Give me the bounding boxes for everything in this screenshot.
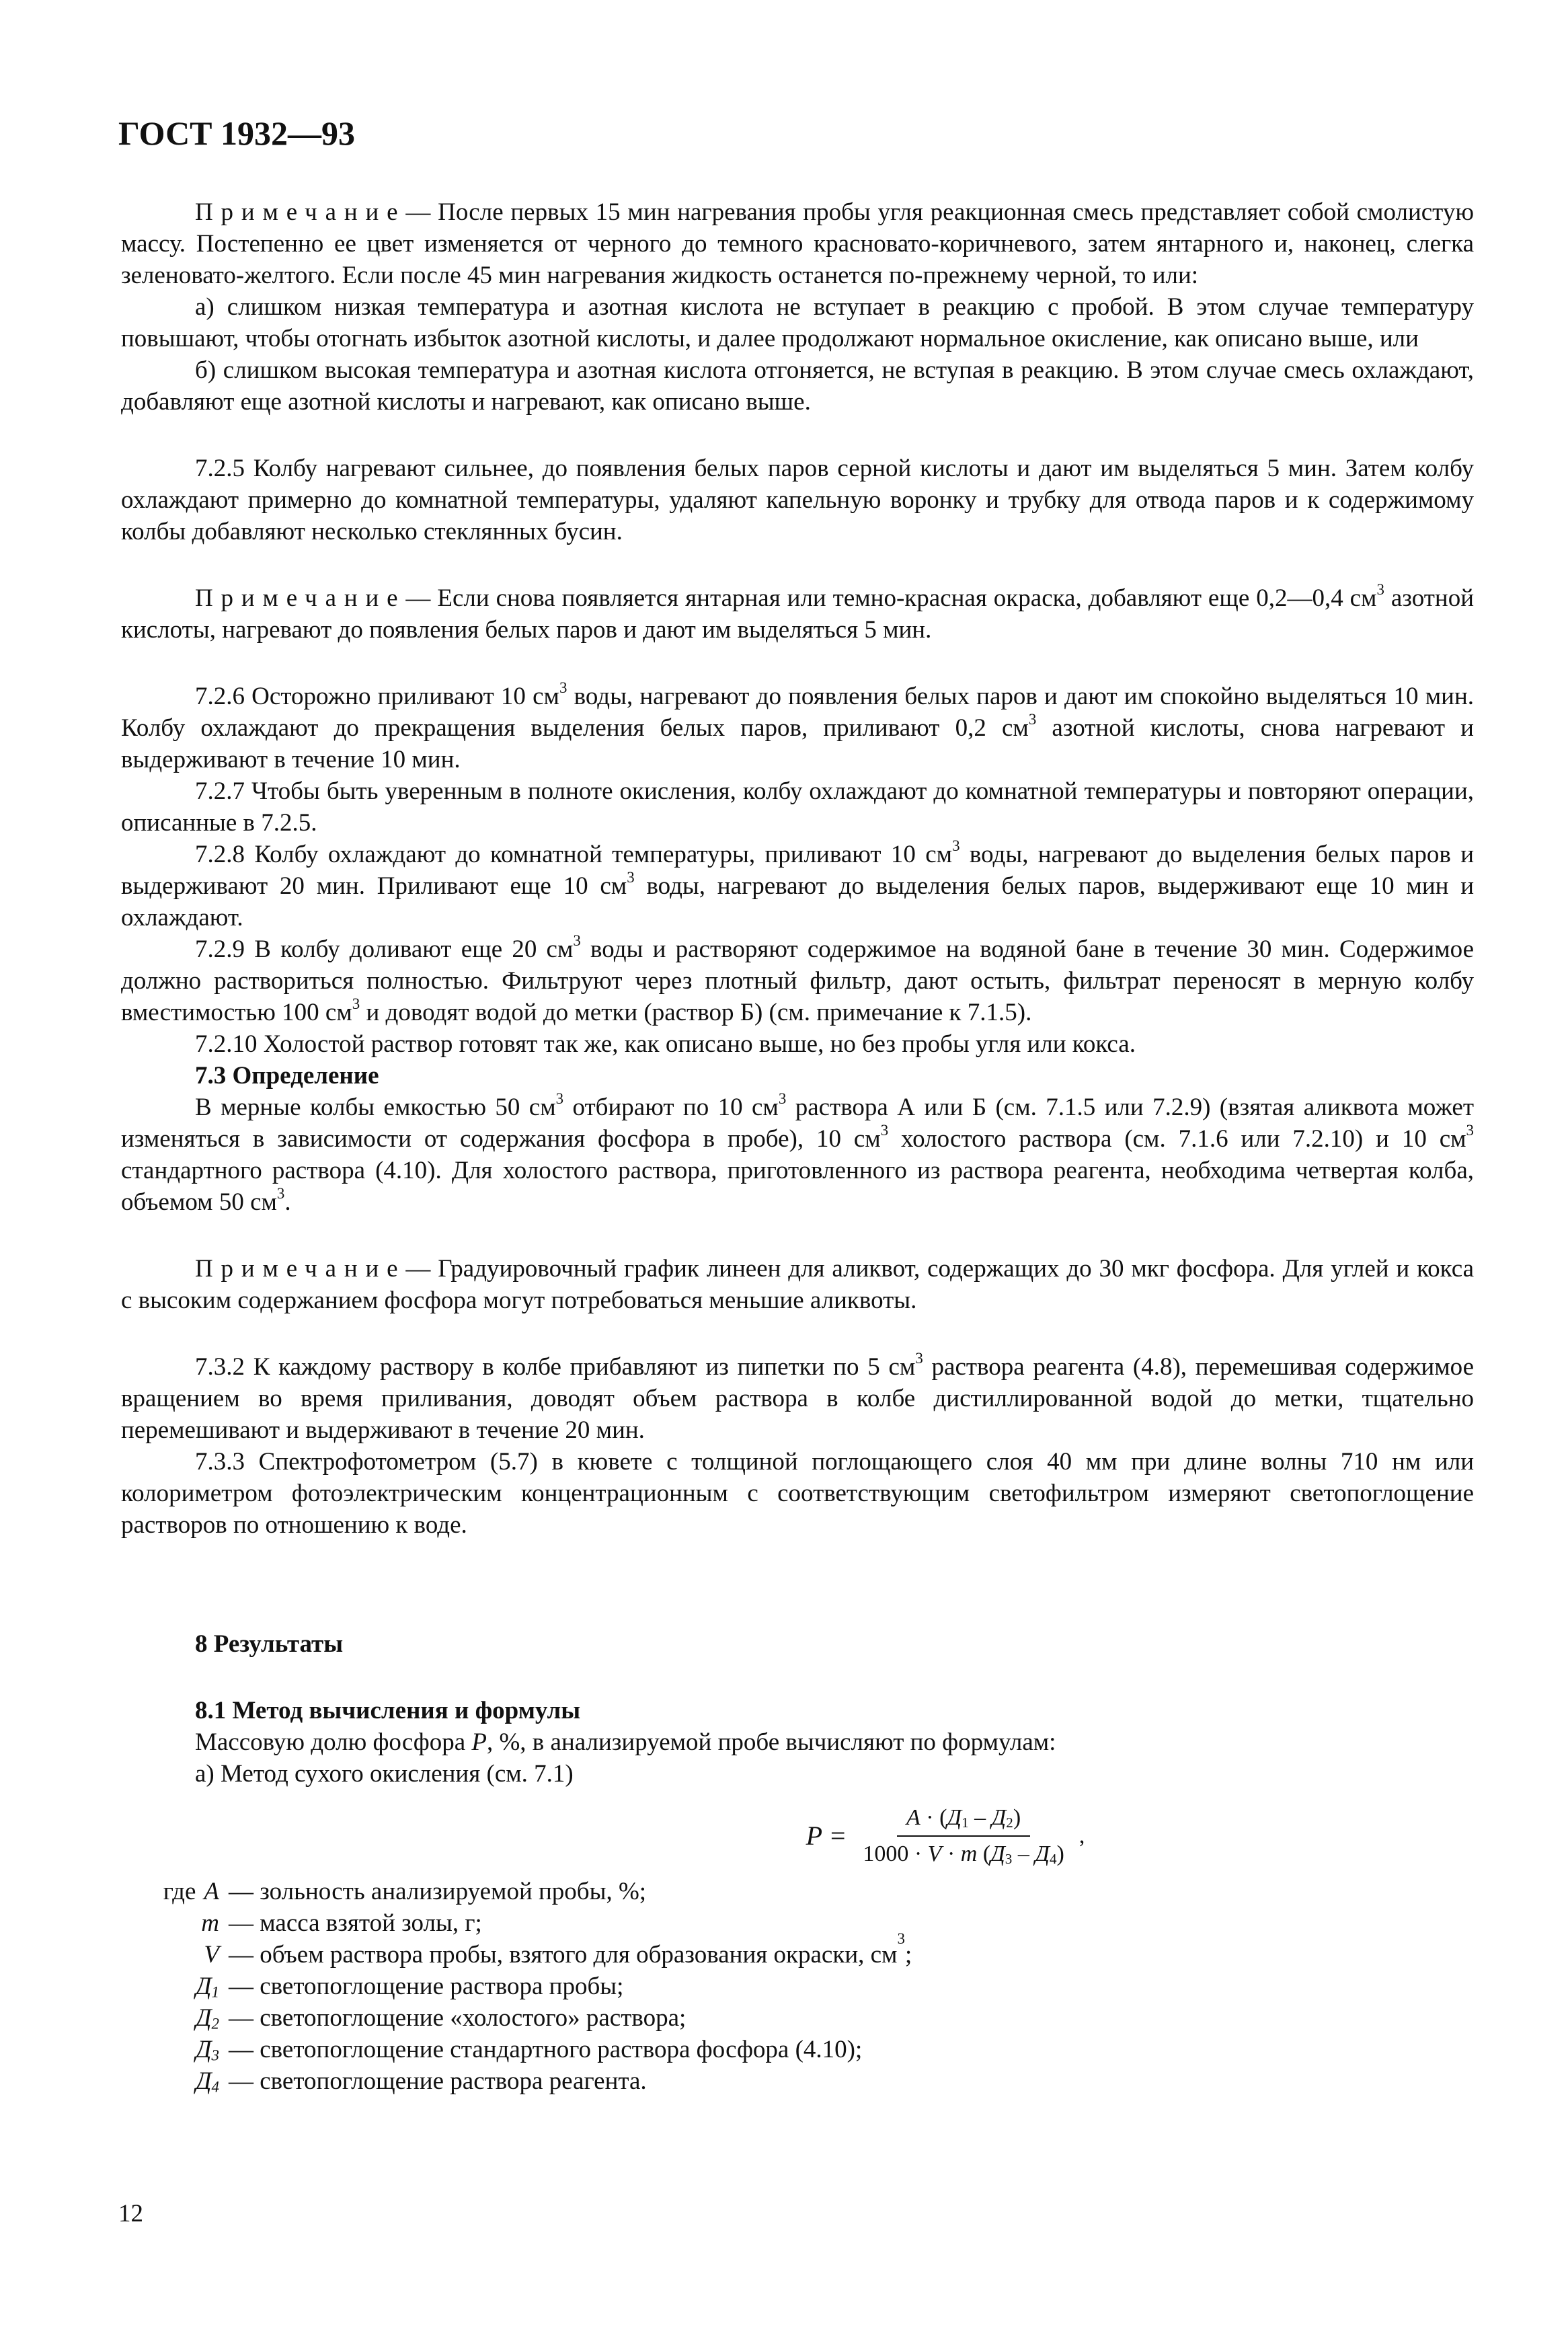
clause-7-2-6: 7.2.6 Осторожно приливают 10 $см^3$ воды, нагревают до появления белых паров и дают им спокойно выделяться 10 мин. Колбу охлаждают до прекращения выделения белых паров, приливают 0,2 $см^3$ азотной кислоты, снова нагревают и выдерживают в течение 10 мин. — [121, 679, 1474, 773]
note-3: Примечание— Градуировочный график линеен для аликвот, содержащих до 30 мкг фосфора. Для углей и кокса с высоким содержанием фосфора могут потребоваться меньшие аликвоты. — [121, 1255, 1474, 1314]
definition-row — [121, 2065, 1474, 2097]
definition-text: светопоглощение «холостого» раствора; — [260, 2004, 687, 2032]
formula-denominator: 1000 · V · m $(Д_3 - Д_4)$ — [863, 1841, 1064, 1868]
definition-text: зольность анализируемой пробы, %; — [260, 1878, 647, 1905]
definition-symbol: m — [201, 1909, 219, 1937]
definition-dash: — — [229, 1878, 253, 1905]
definition-row — [121, 2034, 1474, 2065]
definition-dash: — — [229, 2004, 253, 2032]
definition-dash: — — [229, 2067, 253, 2095]
definition-symbol: $Д_1$ — [195, 1973, 219, 2001]
clause-7-2-9: 7.2.9 В колбу доливают еще 20 $см^3$ воды и растворяют содержимое на водяной бане в течение 30 мин. Содержимое должно раствориться полностью. Фильтруют через плотный фильтр, дают остыть, фильтрат переносят в мерную колбу вместимостью 100 $см^3$ и доводят водой до метки (раствор Б) (см. примечание к 7.1.5). — [121, 931, 1475, 1026]
definition-symbol: $Д_2$ — [195, 2004, 219, 2032]
clause-7-2-7: 7.2.7 Чтобы быть уверенным в полноте окисления, колбу охлаждают до комнатной температуры и повторяют операции, описанные в 7.2.5. — [121, 777, 1474, 837]
definition-text: масса взятой золы, г; — [260, 1909, 482, 1937]
definition-symbol: $Д_4$ — [195, 2067, 219, 2096]
clause-7-2-5: 7.2.5 Колбу нагревают сильнее, до появления белых паров серной кислоты и дают им выделяться 5 мин. Затем колбу охлаждают примерно до комнатной температуры, удаляют капельную воронку и трубку для отвода паров и к содержимому колбы добавляют несколько стеклянных бусин. — [121, 455, 1474, 545]
note-1-item-b: б) слишком высокая температура и азотная кислота отгоняется, не вступая в реакцию. В этом случае смесь охлаждают, добавляют еще азотной кислоты и нагревают, как описано выше. — [121, 356, 1474, 416]
definition-row — [121, 2002, 1474, 2034]
clause-7-3-1: В мерные колбы емкостью 50 $см^3$ отбирают по 10 $см^3$ раствора А или Б (см. 7.1.5 или 7.2.9) (взятая аликвота может изменяться в зависимости от содержания фосфора в пробе), 10 $см^3$ холостого раствора (см. 7.1.6 или 7.2.10) и 10 $см^3$ стандартного раствора (4.10). Для холостого раствора, приготовленного из раствора реагента, необходима четвертая колба, объемом 50 $см^3$. — [121, 1090, 1475, 1216]
formula-lhs: P = — [806, 1821, 847, 1851]
definition-symbol: A — [204, 1878, 219, 1905]
clause-8-1-item-a: а) Метод сухого окисления (см. 7.1) — [195, 1760, 574, 1788]
clause-8-1-intro: Массовую долю фосфора P, %, в анализируемой пробе вычисляют по формулам: — [195, 1728, 1056, 1756]
definition-row — [121, 1876, 1474, 1907]
definition-text: светопоглощение раствора пробы; — [260, 1973, 624, 2000]
definition-dash: — — [229, 1909, 253, 1937]
definition-row — [121, 1907, 1474, 1939]
formula-tail: , — [1079, 1823, 1085, 1848]
section-heading-7-3: 7.3 Определение — [195, 1062, 379, 1090]
clause-7-3-2: 7.3.2 К каждому раствору в колбе прибавляют из пипетки по 5 $см^3$ раствора реагента (4.8), перемешивая содержимое вращением во время приливания, доводят объем раствора в колбе дистиллированной водой до метки, тщательно перемешивают и выдерживают в течение 20 мин. — [121, 1349, 1474, 1444]
note-label: Примечание — [195, 198, 406, 226]
definition-row: V — объем раствора пробы, взятого для образования окраски, см 3 ; — [121, 1939, 1474, 1971]
definition-dash: — — [229, 2036, 253, 2063]
where-label: где — [163, 1878, 196, 1905]
note-1 — [121, 196, 1474, 291]
clause-7-2-10: 7.2.10 Холостой раствор готовят так же, как описано выше, но без пробы угля или кокса. — [195, 1030, 1136, 1058]
section-heading-8-1: 8.1 Метод вычисления и формулы — [195, 1697, 581, 1724]
definition-symbol: V — [204, 1941, 219, 1969]
definition-dash: — — [229, 1941, 253, 1969]
note-text: — После первых 15 мин нагревания пробы угля реакционная смесь представляет собой смолистую массу. Постепенно ее цвет изменяется от черного до темного красновато-коричневого, затем янтарного и, наконец, слегка зеленовато-желтого. Если после 45 мин нагревания жидкость останется по-прежнему черной, то или: — [121, 198, 1474, 289]
note-2: Примечание— Если снова появляется янтарная или темно-красная окраска, добавляют еще 0,2—0,4 $см^3$ азотной кислоты, нагревают до появления белых паров и дают им выделяться 5 мин. — [121, 580, 1474, 644]
section-heading-8: 8 Результаты — [195, 1630, 344, 1658]
definition-text: объем раствора пробы, взятого для образования окраски, см — [260, 1941, 898, 1969]
note-label: Примечание — [195, 1255, 406, 1283]
variable-definitions — [121, 1876, 1474, 2097]
clause-7-3-3: 7.3.3 Спектрофотометром (5.7) в кювете с толщиной поглощающего слоя 40 мм при длине волны 710 нм или колориметром фотоэлектрическим концентрационным с соответствующим светофильтром измеряют светопоглощение растворов по отношению к воде. — [121, 1448, 1474, 1539]
formula-numerator: $A \cdot (Д_1 - Д_2)$ — [897, 1804, 1030, 1837]
formula-fraction — [853, 1804, 1074, 1868]
document-header: ГОСТ 1932—93 — [118, 114, 356, 152]
clause-7-2-8: 7.2.8 Колбу охлаждают до комнатной температуры, приливают 10 $см^3$ воды, нагревают до выделения белых паров и выдерживают 20 мин. Приливают еще 10 $см^3$ воды, нагревают до выделения белых паров, выдерживают еще 10 мин и охлаждают. — [121, 837, 1474, 931]
note-label: Примечание — [195, 584, 406, 612]
definition-text: светопоглощение стандартного раствора фосфора (4.10); — [260, 2036, 863, 2063]
note-1-item-a: а) слишком низкая температура и азотная кислота не вступает в реакцию с пробой. В этом случае температуру повышают, чтобы отогнать избыток азотной кислоты, и далее продолжают нормальное окисление, как описано выше, или — [121, 293, 1474, 352]
formula-phosphorus — [417, 1804, 1474, 1868]
page-content — [121, 196, 1474, 2097]
definition-row — [121, 1971, 1474, 2002]
definition-symbol: $Д_3$ — [195, 2036, 219, 2064]
definition-dash: — — [229, 1973, 253, 2000]
definition-text: светопоглощение раствора реагента. — [260, 2067, 647, 2095]
page-number: 12 — [118, 2200, 143, 2227]
